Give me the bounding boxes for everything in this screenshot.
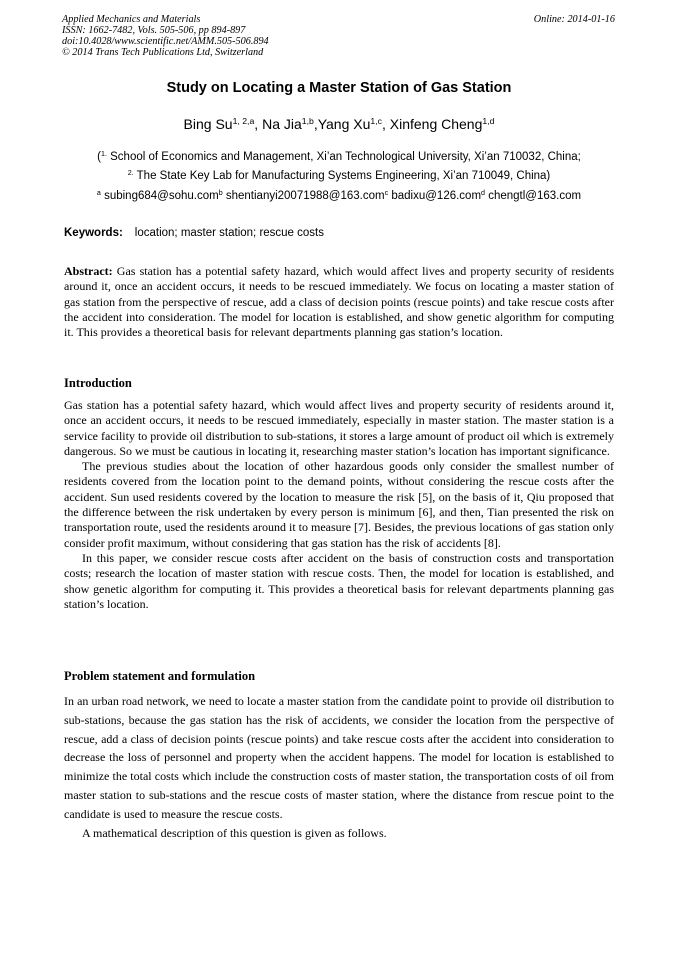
problem-heading: Problem statement and formulation xyxy=(64,669,256,683)
paragraph: The previous studies about the location of other hazardous goods only consider the smallest number of residents covered from the location point to the demand points, without considering the rescue costs after the accident. Sun used residents covered by the location to measure the risk [5], on the basis of it, Qiu proposed that the difference between the risk undertaken by every person is minimum [6], and then, Tian presented the risk on transportation route, used the residents around it to measure [7]. Besides, the previous locations of gas station only consider profit maximum, without considering that gas station has the risk of accidents [8]. xyxy=(64,459,614,550)
issn-line: ISSN: 1662-7482, Vols. 505-506, pp 894-897 xyxy=(62,25,246,36)
paragraph: In this paper, we consider rescue costs after accident on the basis of construction costs and transportation costs; research the location of master station with rescue costs. Then, the model for location is established, and show genetic algorithm for computing it. This provides a theoretical basis for relevant departments planning gas station’s location. xyxy=(64,550,614,611)
author-affil-mark: 1, 2,a xyxy=(232,116,255,127)
introduction-heading: Introduction xyxy=(64,376,132,390)
affiliation-1 xyxy=(0,150,678,164)
online-date: Online: 2014-01-16 xyxy=(533,14,615,25)
copyright-line: © 2014 Trans Tech Publications Ltd, Switzerland xyxy=(62,47,264,58)
abstract-text: Gas station has a potential safety hazard, which would affect lives and property security of residents around it, once an accident occurs, it needs to be rescued immediately. We focus on locating a master station of gas station from the perspective of rescue, add a class of decision points (rescue points) and take rescue costs after the accident into consideration. The model for location is established, and show genetic algorithm for computing it. This provides a theoretical basis for relevant departments planning gas station’s location. xyxy=(64,264,615,340)
paragraph: Gas station has a potential safety hazard, which would affect lives and property security of residents around it, once an accident occurs, it needs to be rescued immediately, especially in master station. The master station is a service facility to provide oil distribution to sub-stations, it stores a large amount of product oil which is extremely dangerous. So we must be cautious in locating it, researching master station’s location has important significance. xyxy=(64,398,615,458)
abstract-label: Abstract: xyxy=(64,264,113,278)
email-mark: b xyxy=(218,189,223,198)
email-address[interactable]: subing684@sohu.com xyxy=(104,190,219,202)
affiliation-mark: 2. xyxy=(127,169,134,178)
email-list xyxy=(0,189,678,203)
author-name: Bing Su xyxy=(183,116,233,132)
author-separator: , xyxy=(254,116,263,132)
keywords-label: Keywords: xyxy=(64,227,123,239)
paper-title: Study on Locating a Master Station of Gas Station xyxy=(166,80,512,96)
email-address[interactable]: shentianyi20071988@163.com xyxy=(225,190,385,202)
author-affil-mark: 1,c xyxy=(370,116,382,127)
email-address[interactable]: chengtl@163.com xyxy=(488,190,582,202)
affiliation-paren: ( xyxy=(97,151,101,163)
author-name: Xinfeng Cheng xyxy=(389,116,483,132)
affiliation-2 xyxy=(0,169,678,183)
author-affil-mark: 1,b xyxy=(301,116,314,127)
doi-line: doi:10.4028/www.scientific.net/AMM.505-506.894 xyxy=(62,36,269,47)
paragraph: In an urban road network, we need to locate a master station from the candidate point to provide oil distribution to sub-stations, because the gas station has the risk of accidents, we consider the location from the perspective of rescue, add a class of decision points (rescue points) and take rescue costs after the accident into consideration to decrease the loss of personnel and property when the accident happens. The model for location is established to minimize the total costs which include the construction costs of master station, the transportation costs of oil from master station to sub-stations and the rescue costs of master station, where the distance from rescue point to the candidate is used to measure the rescue costs. xyxy=(64,694,614,821)
author-list xyxy=(0,115,678,133)
email-mark: d xyxy=(481,189,485,198)
affiliation-text: The State Key Lab for Manufacturing Systems Engineering, Xi’an 710049, China) xyxy=(133,170,551,182)
author-separator: , xyxy=(381,116,390,132)
abstract xyxy=(64,264,614,340)
email-mark: c xyxy=(384,189,389,198)
email-address[interactable]: badixu@126.com xyxy=(391,190,482,202)
author-name: Na Jia xyxy=(262,116,302,132)
problem-body xyxy=(64,692,614,842)
introduction-body xyxy=(64,398,614,612)
keywords xyxy=(64,226,324,240)
email-mark: a xyxy=(96,189,101,198)
affiliation-mark: 1. xyxy=(100,150,107,159)
keywords-text: location; master station; rescue costs xyxy=(134,227,324,239)
journal-header xyxy=(62,14,269,58)
affiliation-text: School of Economics and Management, Xi’an Technological University, Xi’an 710032, China; xyxy=(106,151,581,163)
paragraph: A mathematical description of this question is given as follows. xyxy=(82,825,387,840)
author-name: Yang Xu xyxy=(317,116,371,132)
author-affil-mark: 1,d xyxy=(482,116,495,127)
journal-name: Applied Mechanics and Materials xyxy=(62,14,201,25)
author-separator: , xyxy=(313,116,318,132)
